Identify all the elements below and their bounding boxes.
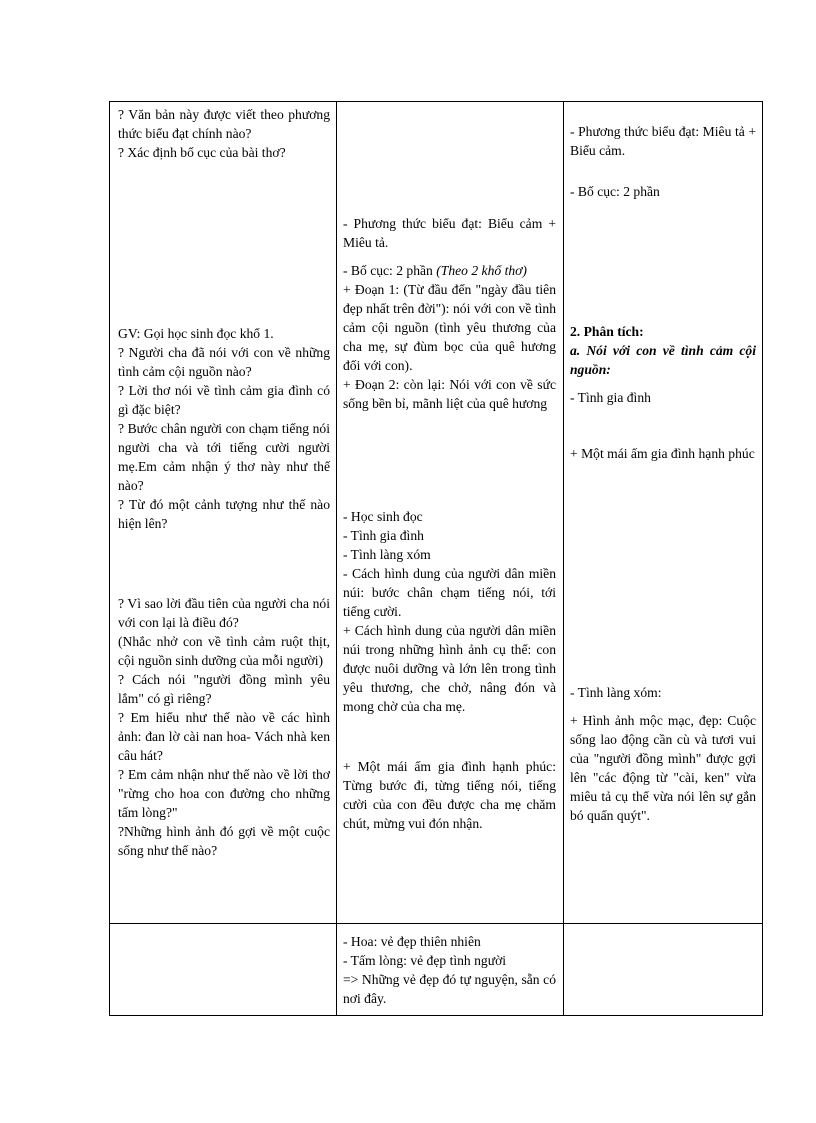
notes-family: + Một mái ấm gia đình hạnh phúc <box>570 446 755 461</box>
section-heading: 2. Phân tích: <box>570 324 644 339</box>
answer-structure: - Phương thức biểu đạt: Biểu cảm + Miêu tả. - Bố cục: 2 phần (Theo 2 khổ thơ) + Đoạn 1: (Từ đầu đến "ngày đầu tiên đẹp nhất trên đời"): nói với con về tình cảm cội nguồn (tình yêu thương của cha mẹ, sự đùm bọc của quê hương đối với con). + Đoạn 2: còn lại: Nói với con về sức sống bền bỉ, mãnh liệt của quê hương <box>343 216 556 411</box>
column-divider <box>563 102 564 1015</box>
lesson-table <box>109 101 763 1016</box>
column-divider <box>336 102 337 1015</box>
notes-structure: - Bố cục: 2 phần <box>570 184 660 199</box>
notes-method: - Phương thức biểu đạt: Miêu tả + Biểu cảm. <box>570 124 756 158</box>
question-group-1: GV: Gọi học sinh đọc khổ 1. ? Người cha đã nói với con về những tình cảm cội nguồn nào? ? Lời thơ nói về tình cảm gia đình có gì đặc biệt? ? Bước chân người con chạm tiếng nói người cha và tới tiếng cười người mẹ.Em cảm nhận ý thơ này như thế nào? ? Từ đó một cảnh tượng như thế nào hiện lên? <box>118 326 330 531</box>
notes-analysis: 2. Phân tích: a. Nói với con về tình cảm cội nguồn: - Tình gia đình <box>570 324 756 405</box>
answer-nature: - Hoa: vẻ đẹp thiên nhiên - Tấm lòng: vẻ đẹp tình người => Những vẻ đẹp đó tự nguyện, sẵn có nơi đây. <box>343 934 556 1006</box>
row-divider <box>110 923 762 924</box>
question-group-2: ? Vì sao lời đầu tiên của người cha nói với con lại là điều đó? (Nhắc nhở con về tình cảm ruột thịt, cội nguồn sinh dưỡng của mỗi người) ? Cách nói "người đồng mình yêu lắm" có gì riêng? ? Em hiểu như thế nào về các hình ảnh: đan lờ cài nan hoa- Vách nhà ken câu hát? ? Em cảm nhận như thế nào về lời thơ "rừng cho hoa con đường cho những tấm lòng?" ?Những hình ảnh đó gợi về một cuộc sống như thế nào? <box>118 596 330 858</box>
section-subheading: a. Nói với con về tình cảm cội nguồn: <box>570 343 756 377</box>
notes-village: - Tình làng xóm: + Hình ảnh mộc mạc, đẹp: Cuộc sống lao động cần cù và tươi vui của "người đồng mình" được gợi lên "các động từ "cài, ken" vừa miêu tả cụ thể vừa nói lên sự gắn bó quấn quýt". <box>570 685 756 823</box>
answer-details: - Học sinh đọc - Tình gia đình - Tình làng xóm - Cách hình dung của người dân miền núi: bước chân chạm tiếng nói, tới tiếng cười. + Cách hình dung của người dân miền núi trong những hình ảnh cụ thể: con được nuôi dưỡng và lớn lên trong tình yêu thương, che chở, nâng đón và mong chờ của cha mẹ. <box>343 509 556 714</box>
answer-family: + Một mái ấm gia đình hạnh phúc: Từng bước đi, từng tiếng nói, tiếng cười của con đều được cha mẹ chăm chút, mừng vui đón nhận. <box>343 759 556 831</box>
question-intro: ? Văn bản này được viết theo phương thức biểu đạt chính nào? ? Xác định bố cục của bài thơ? <box>118 107 330 160</box>
